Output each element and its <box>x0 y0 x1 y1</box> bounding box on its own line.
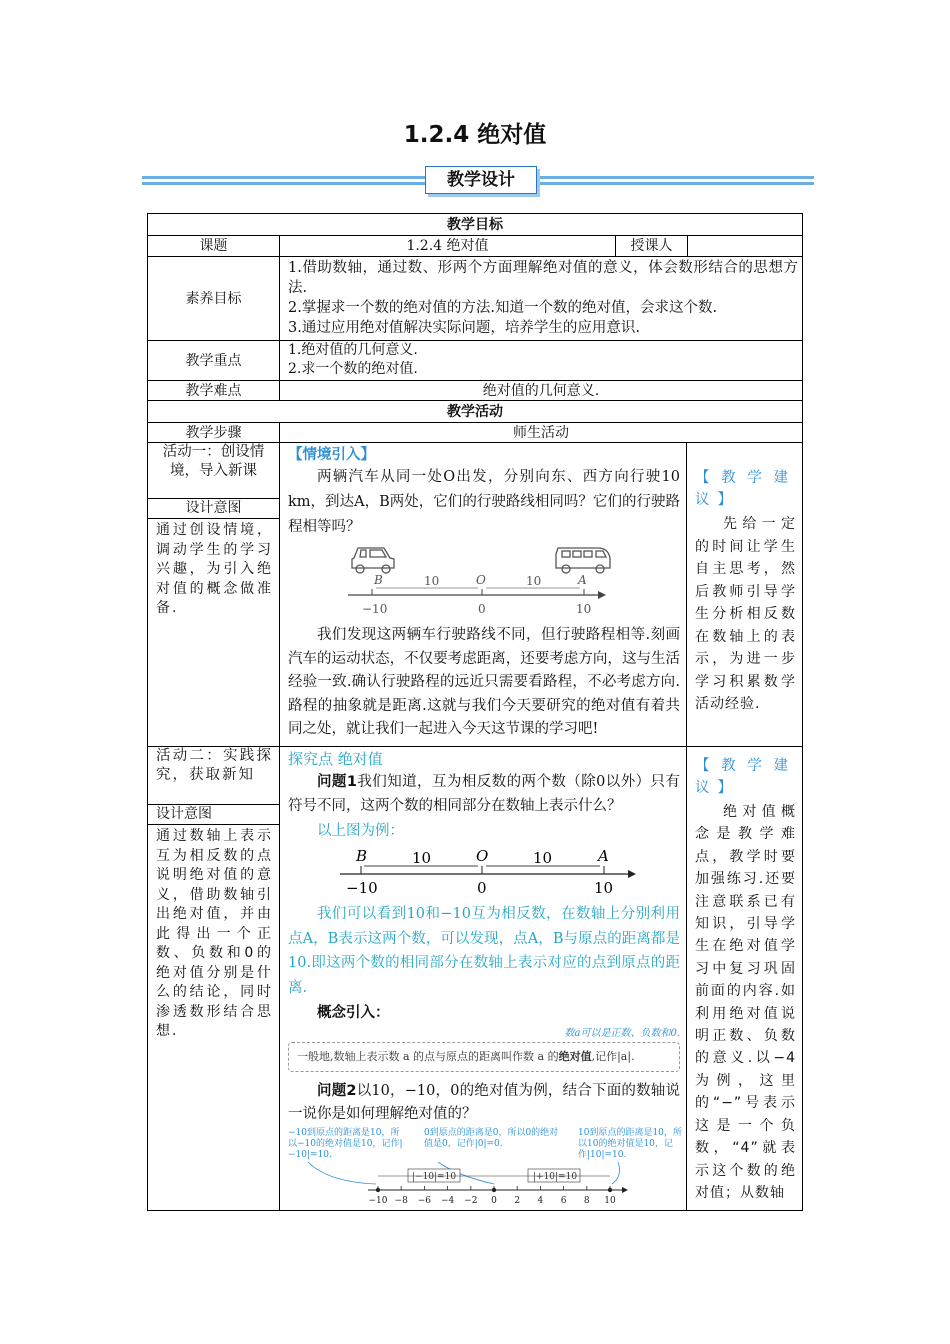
difficulty-value: 绝对值的几何意义. <box>280 381 803 401</box>
activity2-suggestion-cell <box>687 747 803 1211</box>
note-plus10: 10到原点的距离是10，所以10的绝对值是10，记作|10|=10. <box>578 1128 682 1160</box>
concept-label: 概念引入： <box>317 1005 390 1021</box>
axis-tick-label: 8 <box>583 1196 590 1206</box>
activity1-suggestion: 先给一定的时间让学生自主思考，然后教师引导学生分析相反数在数轴上的表示，为进一步学习积累数学活动经验. <box>695 516 796 712</box>
fig2-tick: 10 <box>594 879 614 897</box>
fig2-label: B <box>356 847 368 865</box>
activity1-para2: 我们发现这两辆车行驶路线不同，但行驶路程相等.刻画汽车的运动状态，不仅要考虑距离，还要考虑方向，这与生活经验一致.确认行驶路程的远近只需要看路程，不必考虑方向.路程的抽象就是距离.这就与我们今天要研究的绝对值有着共同之处，就让我们一起进入今天这节课的学习吧! <box>288 627 680 737</box>
explore-title: 探究点 绝对值 <box>288 750 383 768</box>
teacher-value <box>688 236 803 257</box>
activity1-suggestion-cell <box>687 443 803 747</box>
literacy-item: 2.掌握求一个数的绝对值的方法.知道一个数的绝对值，会求这个数. <box>288 300 718 316</box>
fig1-label: 10 <box>526 574 542 588</box>
key-item: 1.绝对值的几何意义. <box>288 342 418 358</box>
literacy-label: 素养目标 <box>148 257 280 341</box>
activity2-suggestion: 绝对值概念是教学难点，教学时要加强练习.还要注意联系已有知识，引导学生在绝对值学习中复习巩固前面的内容.如利用绝对值说明正数、负数的意义.以−4为例，这里的“−”号表示这是一个负数，“4”就表示这个数的绝对值；从数轴 <box>695 804 796 1201</box>
fig2-tick: −10 <box>346 879 378 897</box>
topic-value: 1.2.4 绝对值 <box>280 236 616 257</box>
key-points <box>280 341 803 381</box>
definition-pre: 一般地,数轴上表示数 a 的点与原点的距离叫作数 a 的 <box>297 1050 559 1063</box>
fig1-label: O <box>476 573 486 587</box>
activity2-content <box>280 747 687 1211</box>
definition-block <box>288 1026 680 1076</box>
abs-number-line <box>288 1126 680 1208</box>
fig1-tick: 0 <box>478 602 486 616</box>
section-banner <box>142 166 814 194</box>
axis-tick-label: −10 <box>368 1196 388 1206</box>
van-icon <box>556 548 610 573</box>
topic-label: 课题 <box>148 236 280 257</box>
question2-text: 以10，−10，0的绝对值为例，结合下面的数轴说一说你是如何理解绝对值的？ <box>288 1083 680 1122</box>
answer1: 我们可以看到10和−10互为相反数，在数轴上分别利用点A，B表示这两个数，可以发现，点A，B与原点的距离都是10.即这两个数的相同部分在数轴上表示对应的点到原点的距离. <box>288 906 680 996</box>
axis-tick-label: −4 <box>440 1196 455 1206</box>
abs-axis-figure <box>288 1126 680 1208</box>
activity2-suggestion-title: 【教学建议】 <box>695 758 796 796</box>
definition-box <box>288 1042 680 1072</box>
activity1-intent-label: 设计意图 <box>148 499 280 519</box>
axis-box: |−10|=10 <box>412 1172 457 1182</box>
activity2-title: 活动二：实践探究，获取新知 <box>148 747 280 805</box>
question2-label: 问题2 <box>317 1083 357 1099</box>
axis-tick-label: −6 <box>417 1196 432 1206</box>
activity1-intent: 通过创设情境，调动学生的学习兴趣，为引入绝对值的概念做准备. <box>148 519 280 747</box>
fig1-label: A <box>578 573 587 587</box>
goals-header: 教学目标 <box>148 214 803 236</box>
literacy-item: 3.通过应用绝对值解决实际问题，培养学生的应用意识. <box>288 320 640 336</box>
axis-tick-label: 10 <box>604 1196 616 1206</box>
axis-tick-label: 6 <box>560 1196 567 1206</box>
key-label: 教学重点 <box>148 341 280 381</box>
activities-header: 教学活动 <box>148 401 803 423</box>
question1-label: 问题1 <box>317 774 357 790</box>
axis-tick-label: −2 <box>464 1196 478 1206</box>
activity2-intent-label: 设计意图 <box>148 805 280 825</box>
cars-number-line <box>288 540 680 624</box>
fig1-label: B <box>374 573 383 587</box>
axis-tick-label: 0 <box>491 1196 497 1206</box>
key-item: 2.求一个数的绝对值. <box>288 361 418 377</box>
note-zero: 0到原点的距离是0，所以0的绝对值是0，记作|0|=0. <box>424 1128 559 1149</box>
activity1-suggestion-title: 【教学建议】 <box>695 470 796 508</box>
car-icon <box>352 548 394 573</box>
teacher-student-label: 师生活动 <box>280 423 803 443</box>
question1-text: 我们知道，互为相反数的两个数（除0以外）只有符号不同，这两个数的相同部分在数轴上表示什么？ <box>288 774 680 814</box>
fig2-label: O <box>476 847 489 865</box>
example-label: 以上图为例： <box>317 823 404 839</box>
lesson-table <box>147 213 803 1211</box>
definition-post: ,记作|a|. <box>591 1050 635 1063</box>
axis-tick-label: 4 <box>537 1196 544 1206</box>
fig2-label: A <box>598 847 609 865</box>
definition-bold: 绝对值 <box>558 1050 592 1063</box>
fig1-label: 10 <box>424 574 440 588</box>
fig1-tick: −10 <box>362 602 388 616</box>
question1 <box>288 770 680 818</box>
literacy-goals <box>280 257 803 341</box>
axis-tick-label: 2 <box>514 1196 521 1206</box>
steps-label: 教学步骤 <box>148 423 280 443</box>
fig2-label: 10 <box>412 849 432 867</box>
definition-note: 数a可以是正数、负数和0. <box>564 1028 680 1039</box>
axis-box: |+10|=10 <box>533 1172 578 1182</box>
activity1-title: 活动一：创设情境，导入新课 <box>148 443 280 499</box>
fig1-tick: 10 <box>576 602 592 616</box>
fig2-label: 10 <box>533 849 553 867</box>
activity1-para1: 两辆汽车从同一处O出发，分别向东、西方向行驶10 km，到达A，B两处，它们的行驶路线相同吗？它们的行驶路程相等吗？ <box>288 469 680 535</box>
activity1-tag: 【情境引入】 <box>288 447 375 463</box>
banner-label: 教学设计 <box>425 166 537 194</box>
question2 <box>288 1080 680 1126</box>
page-title: 1.2.4 绝对值 <box>403 122 547 148</box>
note-minus10: −10到原点的距离是10，所以−10的绝对值是10，记作|−10|=10. <box>288 1128 403 1160</box>
activity2-intent: 通过数轴上表示互为相反数的点说明绝对值的意义，借助数轴引出绝对值，并由此得出一个正数、负数和0的绝对值分别是什么的结论，同时渗透数形结合思想. <box>148 825 280 1211</box>
difficulty-label: 教学难点 <box>148 381 280 401</box>
fig2-tick: 0 <box>477 879 487 897</box>
literacy-item: 1.借助数轴，通过数、形两个方面理解绝对值的意义，体会数形结合的思想方法. <box>288 260 798 296</box>
teacher-label: 授课人 <box>616 236 688 257</box>
activity1-content <box>280 443 687 747</box>
axis-tick-label: −8 <box>394 1196 408 1206</box>
number-line-ab <box>288 844 680 898</box>
